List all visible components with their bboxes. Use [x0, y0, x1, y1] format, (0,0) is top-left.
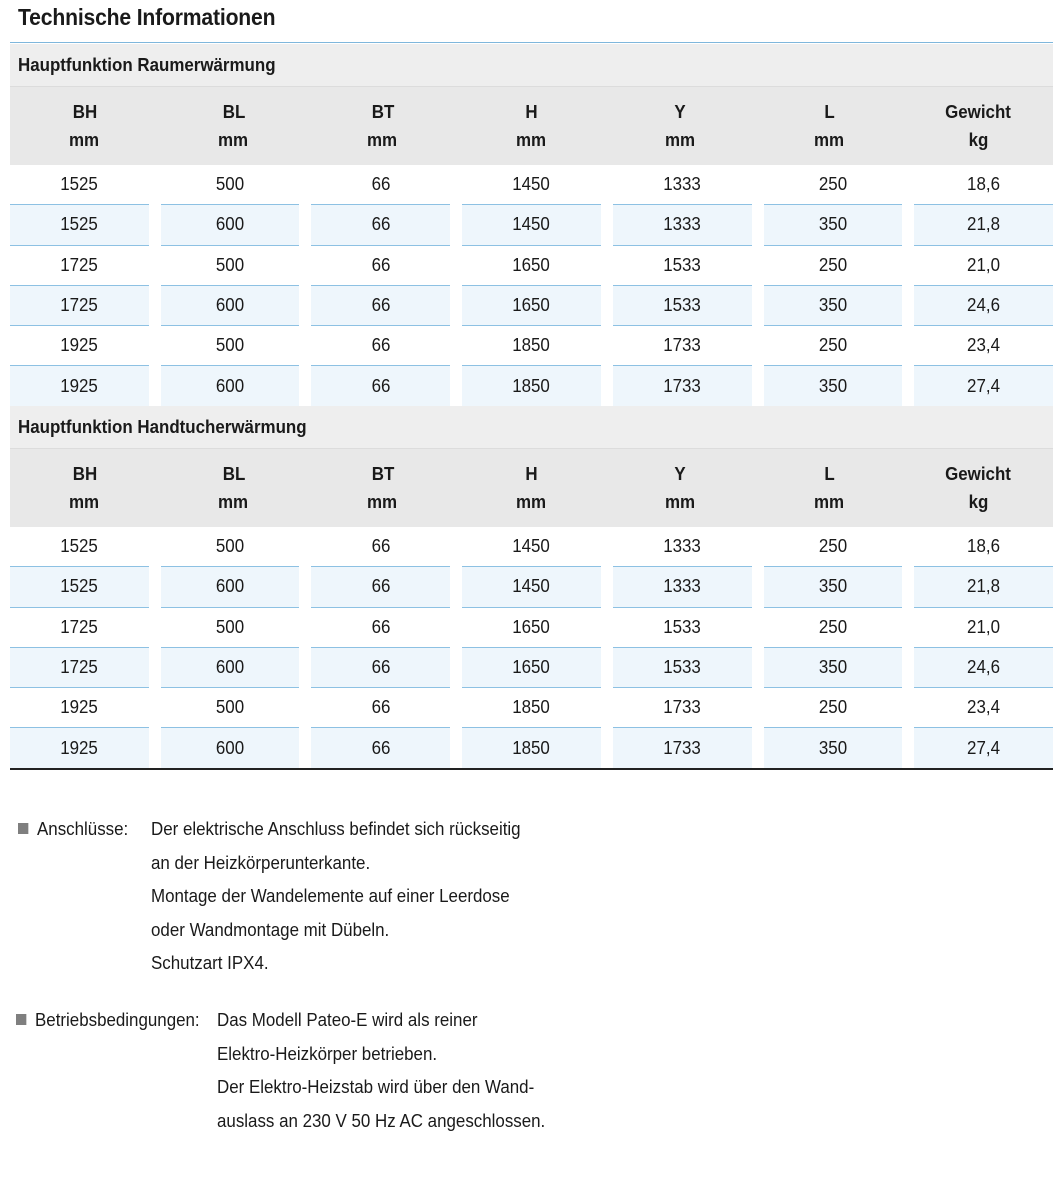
- note-line: oder Wandmontage mit Dübeln.: [151, 919, 390, 940]
- square-bullet-icon: [18, 823, 28, 834]
- cell-y: 1333: [613, 527, 752, 567]
- column-header-y: Y mm: [665, 102, 696, 150]
- table-row: [10, 608, 1053, 648]
- cell-bh: 1525: [10, 205, 149, 245]
- cell-bl: 500: [161, 527, 300, 567]
- cell-bt: 66: [311, 728, 450, 768]
- cell-bt: 66: [311, 326, 450, 366]
- cell-bh: 1925: [10, 728, 149, 768]
- cell-gewicht: 21,8: [914, 567, 1053, 607]
- cell-bl: 600: [161, 286, 300, 326]
- note-line: Elektro-Heizkörper betrieben.: [217, 1043, 438, 1064]
- column-header-l: L mm: [814, 464, 845, 512]
- cell-bl: 500: [161, 688, 300, 728]
- cell-bh: 1525: [10, 567, 149, 607]
- note-line: Das Modell Pateo-E wird als reiner: [217, 1010, 478, 1030]
- cell-l: 250: [764, 165, 903, 205]
- table-row: [10, 165, 1053, 205]
- cell-l: 350: [764, 205, 903, 245]
- cell-bh: 1725: [10, 648, 149, 688]
- cell-bh: 1925: [10, 326, 149, 366]
- cell-bt: 66: [311, 286, 450, 326]
- cell-y: 1533: [613, 246, 752, 286]
- cell-h: 1650: [462, 246, 601, 286]
- cell-gewicht: 24,6: [914, 648, 1053, 688]
- cell-gewicht: 24,6: [914, 286, 1053, 326]
- cell-bt: 66: [311, 688, 450, 728]
- cell-l: 350: [764, 366, 903, 406]
- note-line: Der elektrische Anschluss befindet sich rückseitig: [151, 819, 521, 839]
- square-bullet-icon: [16, 1014, 26, 1025]
- cell-l: 350: [764, 286, 903, 326]
- cell-y: 1533: [613, 286, 752, 326]
- cell-l: 250: [764, 527, 903, 567]
- cell-bl: 500: [161, 608, 300, 648]
- column-header-bl: BL mm: [218, 464, 249, 512]
- cell-bl: 600: [161, 205, 300, 245]
- cell-l: 350: [764, 728, 903, 768]
- cell-bh: 1725: [10, 246, 149, 286]
- cell-h: 1450: [462, 567, 601, 607]
- cell-h: 1850: [462, 688, 601, 728]
- cell-gewicht: 21,0: [914, 608, 1053, 648]
- cell-y: 1533: [613, 608, 752, 648]
- section-heading: Hauptfunktion Handtucherwärmung: [10, 406, 1053, 448]
- cell-bh: 1525: [10, 527, 149, 567]
- cell-l: 250: [764, 688, 903, 728]
- cell-y: 1333: [613, 567, 752, 607]
- cell-bt: 66: [311, 648, 450, 688]
- note-label: Betriebsbedingungen:: [35, 1010, 200, 1030]
- note-line: Schutzart IPX4.: [151, 953, 269, 973]
- cell-h: 1450: [462, 527, 601, 567]
- section-heading: Hauptfunktion Raumerwärmung: [10, 44, 1053, 86]
- note-betriebsbedingungen: [16, 1004, 566, 1138]
- cell-bl: 600: [161, 567, 300, 607]
- cell-h: 1650: [462, 286, 601, 326]
- table-row: [10, 246, 1053, 286]
- column-header-y: Y mm: [665, 464, 696, 512]
- cell-bt: 66: [311, 366, 450, 406]
- column-header-h: H mm: [516, 102, 547, 150]
- cell-bh: 1725: [10, 608, 149, 648]
- note-line: Der Elektro-Heizstab wird über den Wand-: [217, 1077, 535, 1097]
- table-body: [10, 165, 1053, 407]
- section-handtucherwaermung: [10, 406, 1053, 769]
- cell-bl: 500: [161, 165, 300, 205]
- cell-l: 350: [764, 567, 903, 607]
- column-header-h: H mm: [516, 464, 547, 512]
- note-line: an der Heizkörperunterkante.: [151, 852, 371, 873]
- cell-bt: 66: [311, 567, 450, 607]
- cell-y: 1333: [613, 165, 752, 205]
- cell-l: 350: [764, 648, 903, 688]
- column-header-bh: BH mm: [69, 464, 100, 512]
- cell-bt: 66: [311, 205, 450, 245]
- note-label: Anschlüsse:: [37, 819, 129, 839]
- cell-h: 1850: [462, 728, 601, 768]
- cell-gewicht: 27,4: [914, 728, 1053, 768]
- table-row: [10, 648, 1053, 688]
- cell-h: 1450: [462, 205, 601, 245]
- cell-bh: 1525: [10, 165, 149, 205]
- cell-bh: 1925: [10, 688, 149, 728]
- cell-gewicht: 18,6: [914, 527, 1053, 567]
- column-header-bt: BT mm: [367, 102, 398, 150]
- table-row: [10, 366, 1053, 406]
- cell-y: 1733: [613, 728, 752, 768]
- cell-gewicht: 21,0: [914, 246, 1053, 286]
- cell-bl: 600: [161, 728, 300, 768]
- cell-y: 1733: [613, 326, 752, 366]
- table-row: [10, 205, 1053, 245]
- cell-gewicht: 23,4: [914, 688, 1053, 728]
- cell-h: 1450: [462, 165, 601, 205]
- cell-bt: 66: [311, 527, 450, 567]
- cell-y: 1733: [613, 366, 752, 406]
- table-row: [10, 688, 1053, 728]
- cell-gewicht: 27,4: [914, 366, 1053, 406]
- note-line: auslass an 230 V 50 Hz AC angeschlossen.: [217, 1110, 546, 1131]
- cell-bl: 500: [161, 326, 300, 366]
- cell-bh: 1925: [10, 366, 149, 406]
- cell-y: 1733: [613, 688, 752, 728]
- cell-bt: 66: [311, 165, 450, 205]
- table-row: [10, 527, 1053, 567]
- cell-h: 1650: [462, 608, 601, 648]
- table-bottom-rule: [10, 768, 1053, 770]
- cell-bl: 500: [161, 246, 300, 286]
- column-header-bh: BH mm: [69, 102, 100, 150]
- note-line: Montage der Wandelemente auf einer Leerdose: [151, 886, 510, 906]
- cell-l: 250: [764, 246, 903, 286]
- cell-y: 1333: [613, 205, 752, 245]
- cell-h: 1850: [462, 366, 601, 406]
- cell-l: 250: [764, 608, 903, 648]
- table-body: [10, 527, 1053, 769]
- cell-bl: 600: [161, 366, 300, 406]
- cell-bl: 600: [161, 648, 300, 688]
- cell-gewicht: 18,6: [914, 165, 1053, 205]
- column-header-bt: BT mm: [367, 464, 398, 512]
- column-header-gewicht: Gewicht kg: [945, 464, 1012, 512]
- table-header-row: [10, 86, 1053, 165]
- cell-h: 1650: [462, 648, 601, 688]
- column-header-bl: BL mm: [218, 102, 249, 150]
- page-title: Technische Informationen: [18, 4, 276, 30]
- cell-bt: 66: [311, 246, 450, 286]
- cell-l: 250: [764, 326, 903, 366]
- note-anschluesse: [18, 813, 544, 981]
- table-row: [10, 286, 1053, 326]
- section-raumerwaermung: [10, 44, 1053, 407]
- table-header-row: [10, 448, 1053, 527]
- column-header-l: L mm: [814, 102, 845, 150]
- cell-gewicht: 23,4: [914, 326, 1053, 366]
- cell-y: 1533: [613, 648, 752, 688]
- cell-gewicht: 21,8: [914, 205, 1053, 245]
- table-row: [10, 567, 1053, 607]
- cell-h: 1850: [462, 326, 601, 366]
- table-row: [10, 728, 1053, 768]
- column-header-gewicht: Gewicht kg: [945, 102, 1012, 150]
- cell-bh: 1725: [10, 286, 149, 326]
- cell-bt: 66: [311, 608, 450, 648]
- title-divider: [10, 42, 1053, 43]
- table-row: [10, 326, 1053, 366]
